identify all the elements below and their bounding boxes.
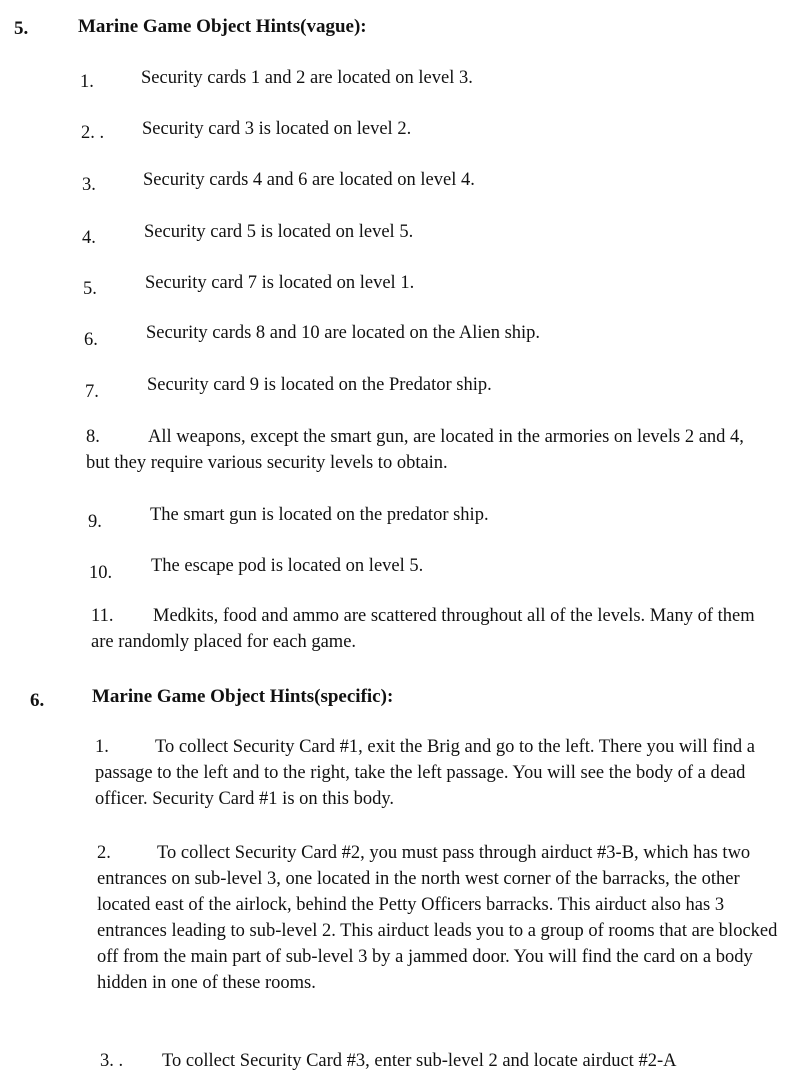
list-item-text: Security card 5 is located on level 5. [144, 222, 414, 242]
list-item [97, 840, 787, 996]
list-item-text: The escape pod is located on level 5. [151, 556, 424, 576]
list-item-text: Security cards 1 and 2 are located on level 3. [141, 68, 473, 88]
list-item-number: 2. [97, 843, 111, 863]
list-item-number: 5. [83, 279, 97, 299]
list-item-text: All weapons, except the smart gun, are located in the armories on levels 2 and 4, but they require various security levels to obtain. [86, 427, 744, 473]
list-item-number: 11. [91, 606, 114, 626]
list-item-number: 8. [86, 427, 100, 447]
list-item [100, 1048, 795, 1074]
list-item-number: 6. [84, 330, 98, 350]
list-item-text: Security card 7 is located on level 1. [145, 273, 415, 293]
section-title: Marine Game Object Hints(vague): [78, 16, 367, 37]
section-title: Marine Game Object Hints(specific): [92, 686, 394, 707]
section-number: 6. [30, 690, 45, 711]
list-item-text: Security card 9 is located on the Predator ship. [147, 375, 492, 395]
list-item-number: 10. [89, 563, 113, 583]
list-item-number: 7. [85, 382, 99, 402]
list-item-text: Security cards 4 and 6 are located on level 4. [143, 170, 475, 190]
list-item-text: To collect Security Card #1, exit the Brig and go to the left. There you will find a passage to the left and to the right, take the left passage. You will see the body of a dead officer. Security Card #1 is on this body. [95, 737, 755, 809]
list-item-number: 3. . [100, 1051, 124, 1071]
list-item-text: To collect Security Card #2, you must pass through airduct #3-B, which has two entrances on sub-level 3, one located in the north west corner of the barracks, the other located east of the airlock, behind the Petty Officers barracks. This airduct also has 3 entrances leading to sub-level 2. This airduct leads you to a group of rooms that are blocked off from the main part of sub-level 3 by a jammed door. You will find the card on a body hidden in one of these rooms. [97, 843, 778, 993]
list-item-text: Security card 3 is located on level 2. [142, 119, 412, 139]
list-item [91, 603, 771, 655]
list-item-number: 3. [82, 175, 96, 195]
list-item-number: 1. [95, 737, 109, 757]
list-item-number: 9. [88, 512, 102, 532]
section-number: 5. [14, 18, 29, 39]
list-item-text: The smart gun is located on the predator ship. [150, 505, 489, 525]
list-item-number: 2. . [81, 123, 105, 143]
list-item-text: Medkits, food and ammo are scattered throughout all of the levels. Many of them are randomly placed for each game. [91, 606, 755, 652]
list-item [95, 734, 785, 812]
list-item-text: Security cards 8 and 10 are located on the Alien ship. [146, 323, 541, 343]
list-item-number: 4. [82, 228, 96, 248]
list-item-text: To collect Security Card #3, enter sub-level 2 and locate airduct #2-A [162, 1051, 677, 1071]
list-item [86, 424, 746, 476]
list-item-number: 1. [80, 72, 94, 92]
